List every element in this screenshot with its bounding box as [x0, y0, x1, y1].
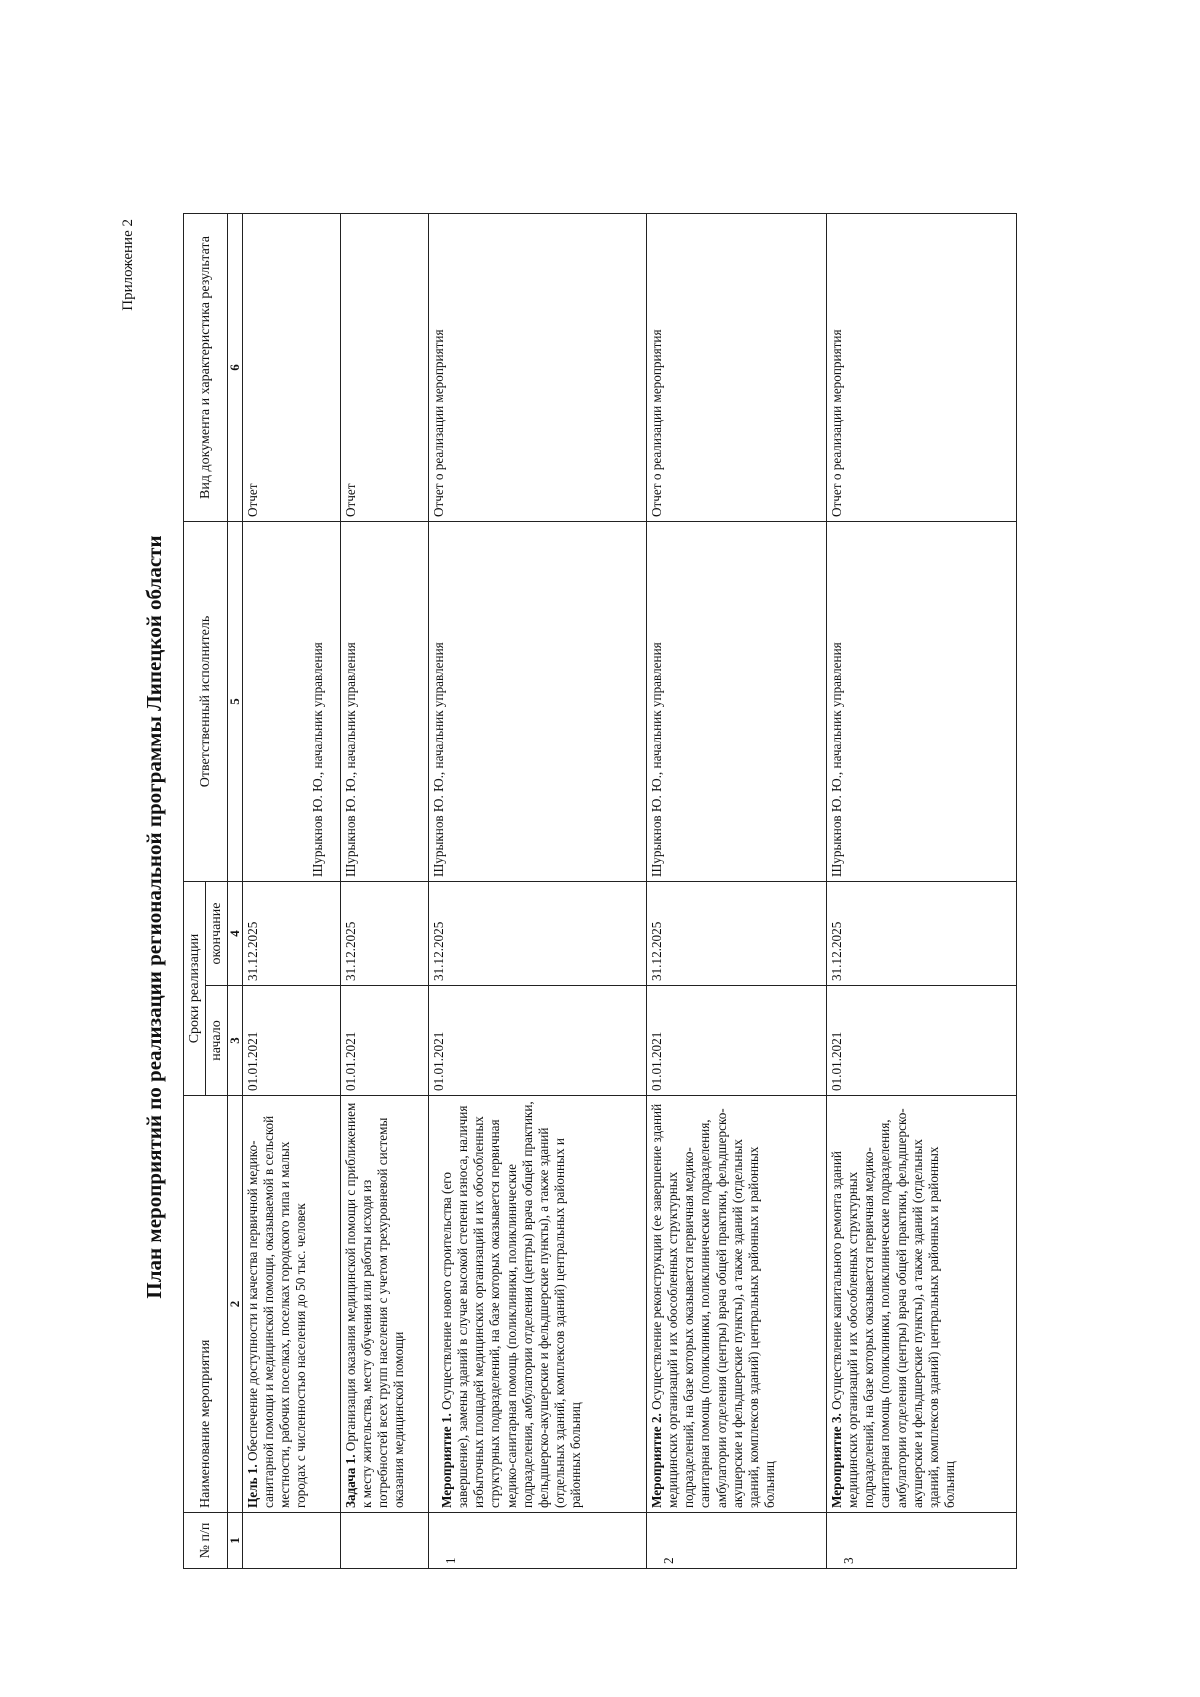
row-responsible: Шурыкнов Ю. Ю., начальник управления	[243, 522, 341, 882]
row-index	[243, 1513, 341, 1569]
column-number-row	[228, 214, 243, 1569]
row-start: 01.01.2021	[341, 986, 429, 1096]
row-name	[243, 1096, 341, 1513]
column-number: 3	[228, 986, 243, 1096]
plan-table	[183, 213, 1017, 1569]
header-start: начало	[206, 986, 228, 1096]
row-end: 31.12.2025	[647, 882, 827, 986]
row-text: Организация оказания медицинской помощи с приближением к месту жительства, месту обучения или работы исходя из потребностей всех групп населения с учетом трехуровневой системы оказания медицинской помощи	[343, 1102, 407, 1508]
row-start: 01.01.2021	[827, 986, 1017, 1096]
page-title: План мероприятий по реализации региональной программы Липецкой области	[142, 535, 166, 1299]
row-name	[341, 1096, 429, 1513]
row-index: 2	[647, 1513, 827, 1569]
column-number: 6	[228, 214, 243, 522]
row-start: 01.01.2021	[647, 986, 827, 1096]
row-label: Цель 1.	[245, 1464, 261, 1508]
header-row	[184, 214, 206, 1569]
header-name: Наименование мероприятия	[184, 1096, 228, 1513]
row-label: Мероприятие 1.	[439, 1413, 455, 1508]
column-number: 4	[228, 882, 243, 986]
row-start: 01.01.2021	[429, 986, 647, 1096]
row-doc: Отчет о реализации мероприятия	[429, 214, 647, 522]
table-row	[827, 214, 1017, 1569]
header-num: № п/п	[184, 1513, 228, 1569]
row-end: 31.12.2025	[429, 882, 647, 986]
row-index: 1	[429, 1513, 647, 1569]
row-text: Обеспечение доступности и качества первичной медико-санитарной помощи и медицинской помощи, оказываемой в сельской местности, рабочих поселках, поселках городского типа и малых городах с численностью населения до 50 тыс. человек	[245, 1115, 309, 1508]
header-doc: Вид документа и характеристика результата	[184, 214, 228, 522]
row-responsible: Шурыкнов Ю. Ю., начальник управления	[429, 522, 647, 882]
row-index: 3	[827, 1513, 1017, 1569]
row-doc: Отчет о реализации мероприятия	[827, 214, 1017, 522]
row-end: 31.12.2025	[827, 882, 1017, 986]
row-name	[647, 1096, 827, 1513]
row-text: Осуществление нового строительства (его завершение), замены зданий в случае высокой степени износа, наличия избыточных площадей медицинских организаций и их обособленных структурных подразделений, на базе которых оказывается первичная медико-санитарная помощь (поликлиники, поликлинические подразделения, амбулатории отделения (центры) врача общей практики, фельдшерско-акушерские и фельдшерские пункты), а также зданий (отдельных зданий, комплексов зданий) центральных районных и районных больниц	[439, 1101, 583, 1508]
row-text: Осуществление реконструкции (ее завершение зданий медицинских организаций и их обособленных структурных подразделений, на базе которых оказывается первичная медико-санитарная помощь (поликлиники, поликлинические подразделения, амбулатории отделения (центры) врача общей практики, фельдшерско-акушерские и фельдшерские пункты), а также зданий (отдельных зданий, комплексов зданий) центральных районных и районных больниц	[649, 1103, 777, 1508]
row-doc: Отчет	[341, 214, 429, 522]
table-row	[647, 214, 827, 1569]
table-row	[429, 214, 647, 1569]
table-row	[341, 214, 429, 1569]
row-name	[827, 1096, 1017, 1513]
appendix-label: Приложение 2	[120, 219, 136, 311]
column-number: 5	[228, 522, 243, 882]
table-row	[243, 214, 341, 1569]
header-end: окончание	[206, 882, 228, 986]
column-number: 2	[228, 1096, 243, 1513]
row-responsible: Шурыкнов Ю. Ю., начальник управления	[341, 522, 429, 882]
row-index	[341, 1513, 429, 1569]
row-label: Мероприятие 2.	[649, 1413, 665, 1508]
header-responsible: Ответственный исполнитель	[184, 522, 228, 882]
row-doc: Отчет	[243, 214, 341, 522]
rotated-page	[0, 137, 1120, 1697]
row-label: Мероприятие 3.	[829, 1413, 845, 1508]
row-responsible: Шурыкнов Ю. Ю., начальник управления	[827, 522, 1017, 882]
row-end: 31.12.2025	[243, 882, 341, 986]
row-end: 31.12.2025	[341, 882, 429, 986]
row-doc: Отчет о реализации мероприятия	[647, 214, 827, 522]
row-responsible: Шурыкнов Ю. Ю., начальник управления	[647, 522, 827, 882]
header-period: Сроки реализации	[184, 882, 206, 1096]
column-number: 1	[228, 1513, 243, 1569]
row-start: 01.01.2021	[243, 986, 341, 1096]
row-label: Задача 1.	[343, 1454, 359, 1508]
row-name	[429, 1096, 647, 1513]
row-text: Осуществление капитального ремонта зданий медицинских организаций и их обособленных структурных подразделений, на базе которых оказывается первичная медико-санитарная помощь (поликлиники, поликлинические подразделения, амбулатории отделения (центры) врача общей практики, фельдшерско-акушерские и фельдшерские пункты), а также зданий (отдельных зданий, комплексов зданий) центральных районных и районных больниц	[829, 1108, 957, 1508]
